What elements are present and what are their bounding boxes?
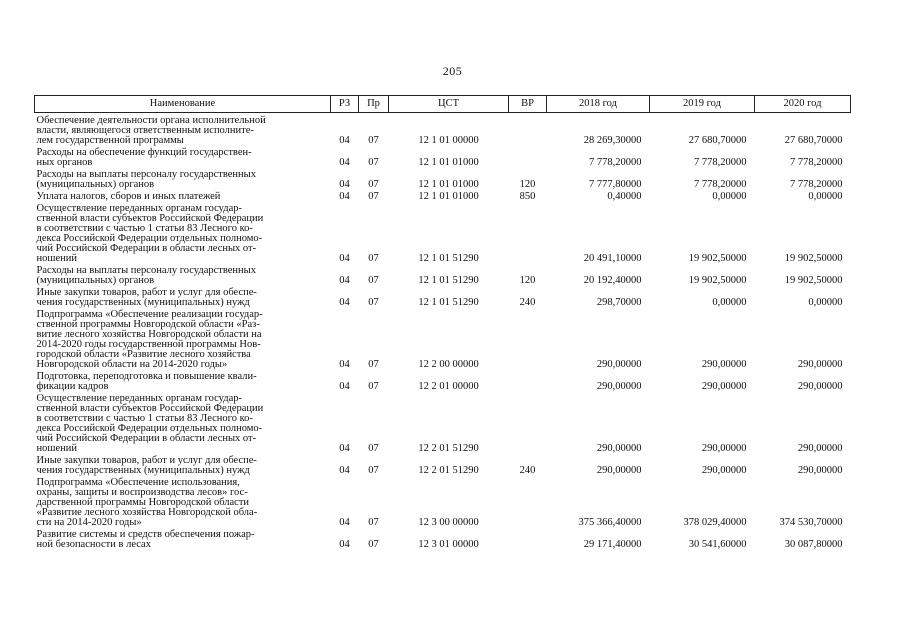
table-row [35,478,851,530]
table-row [35,372,851,394]
row-name-line: ных органов [36,157,93,168]
row-2019: 290,00000 [701,443,747,454]
row-2018: 7 778,20000 [589,157,642,168]
row-2020: 290,00000 [797,443,843,454]
row-rz: 04 [339,179,350,190]
row-name-line: ственной программы Новгородской области «Раз- [36,319,260,330]
row-vr [509,113,547,149]
row-name [35,204,331,266]
row-vr: 240 [519,465,536,476]
table-row [35,170,851,192]
row-name-line: ношений [36,253,77,264]
header-cst: ЦСТ [389,96,509,113]
row-name [35,266,331,288]
row-name-line: чий Российской Федерации в области лесных от- [36,433,257,444]
row-cst: 12 3 00 00000 [418,517,479,528]
page-number: 205 [442,64,463,78]
row-2018: 20 491,10000 [583,253,642,264]
row-name-line: «Развитие лесного хозяйства Новгородской обла- [36,507,258,518]
row-name-line: Развитие системы и средств обеспечения пожар- [36,529,255,540]
row-rz: 04 [339,539,350,550]
row-cst: 12 2 00 00000 [418,359,479,370]
row-name-line: (муниципальных) органов [36,179,155,190]
row-name [35,394,331,456]
row-2020: 27 680,70000 [784,135,843,146]
row-vr: 120 [519,275,536,286]
row-pr: 07 [368,253,379,264]
row-2019: 0,00000 [712,191,747,202]
row-2018: 28 269,30000 [583,135,642,146]
row-name [35,288,331,310]
row-pr: 07 [368,179,379,190]
row-name-line: чения государственных (муниципальных) нужд [36,297,250,308]
row-cst: 12 1 01 51290 [418,297,479,308]
row-name [35,310,331,372]
row-name [35,372,331,394]
row-name-line: фикации кадров [36,381,109,392]
row-name-line: Обеспечение деятельности органа исполнительной [36,115,266,126]
row-vr [509,530,547,552]
row-name-line: Подготовка, переподготовка и повышение квали- [36,371,257,382]
row-2019: 19 902,50000 [688,275,747,286]
row-pr: 07 [368,381,379,392]
header-rz: РЗ [331,96,359,113]
row-name-line: городской области «Развитие лесного хозяйства [36,349,251,360]
header-2018: 2018 год [547,96,650,113]
row-rz: 04 [339,253,350,264]
row-name [35,148,331,170]
row-name-line: ношений [36,443,77,454]
header-pr: Пр [359,96,389,113]
table-row [35,148,851,170]
row-cst: 12 1 01 01000 [418,157,479,168]
row-name-line: власти, являющегося ответственным исполните- [36,125,254,136]
row-2018: 20 192,40000 [583,275,642,286]
table-row [35,394,851,456]
row-rz: 04 [339,275,350,286]
row-vr [509,204,547,266]
row-pr: 07 [368,517,379,528]
row-2020: 290,00000 [797,381,843,392]
row-pr: 07 [368,359,379,370]
row-2020: 0,00000 [808,297,843,308]
row-cst: 12 1 01 00000 [418,135,479,146]
row-pr: 07 [368,297,379,308]
row-pr: 07 [368,135,379,146]
row-rz: 04 [339,381,350,392]
row-2019: 27 680,70000 [688,135,747,146]
row-name-line: в соответствии с частью 1 статьи 83 Лесного ко- [36,223,253,234]
row-name-line: Осуществление переданных органам государ- [36,393,243,404]
row-name-line: Иные закупки товаров, работ и услуг для обеспе- [36,455,257,466]
row-cst: 12 2 01 51290 [418,443,479,454]
row-2018: 29 171,40000 [583,539,642,550]
row-cst: 12 1 01 51290 [418,253,479,264]
row-cst: 12 1 01 01000 [418,179,479,190]
row-name-line: (муниципальных) органов [36,275,155,286]
row-pr: 07 [368,465,379,476]
row-name-line: сти на 2014-2020 годы» [36,517,142,528]
row-2018: 298,70000 [596,297,642,308]
header-2019: 2019 год [650,96,755,113]
row-2019: 19 902,50000 [688,253,747,264]
row-2020: 19 902,50000 [784,253,843,264]
row-pr: 07 [368,539,379,550]
row-rz: 04 [339,297,350,308]
row-vr: 120 [519,179,536,190]
row-name-line: Подпрограмма «Обеспечение реализации государ- [36,309,263,320]
row-2018: 7 777,80000 [589,179,642,190]
row-name-line: чий Российской Федерации в области лесных от- [36,243,257,254]
table-row [35,530,851,552]
row-pr: 07 [368,443,379,454]
row-name-line: Подпрограмма «Обеспечение использования, [36,477,240,488]
row-2018: 290,00000 [596,381,642,392]
row-rz: 04 [339,465,350,476]
row-2020: 0,00000 [808,191,843,202]
row-2020: 374 530,70000 [779,517,843,528]
table-row [35,204,851,266]
row-2018: 290,00000 [596,465,642,476]
row-2019: 290,00000 [701,359,747,370]
table-row [35,288,851,310]
row-vr [509,148,547,170]
row-2020: 7 778,20000 [790,179,843,190]
row-name-line: Новгородской области на 2014-2020 годы» [36,359,228,370]
table-body [35,113,851,553]
table-row [35,266,851,288]
row-cst: 12 3 01 00000 [418,539,479,550]
row-name-line: дарственной программы Новгородской области [36,497,250,508]
row-2018: 375 366,40000 [578,517,642,528]
row-name-line: ной безопасности в лесах [36,539,151,550]
row-cst: 12 2 01 51290 [418,465,479,476]
header-2020: 2020 год [755,96,851,113]
row-rz: 04 [339,135,350,146]
row-2018: 0,40000 [607,191,642,202]
row-name [35,530,331,552]
row-vr: 240 [519,297,536,308]
budget-table [34,95,851,552]
row-rz: 04 [339,443,350,454]
row-2020: 19 902,50000 [784,275,843,286]
row-name-line: витие лесного хозяйства Новгородской области на [36,329,262,340]
row-vr [509,394,547,456]
row-2019: 7 778,20000 [694,179,747,190]
row-2020: 290,00000 [797,359,843,370]
row-name-line: лем государственной программы [36,135,184,146]
table-row [35,113,851,149]
row-2020: 30 087,80000 [784,539,843,550]
row-vr [509,372,547,394]
row-name-line: декса Российской Федерации отдельных полномо- [36,423,263,434]
row-cst: 12 2 01 00000 [418,381,479,392]
row-name [35,478,331,530]
row-name-line: Расходы на выплаты персоналу государственных [36,265,256,276]
table-row [35,456,851,478]
row-vr: 850 [519,191,536,202]
row-name [35,456,331,478]
row-name-line: ственной власти субъектов Российской Федерации [36,403,264,414]
row-2019: 30 541,60000 [688,539,747,550]
row-name-line: чения государственных (муниципальных) нужд [36,465,250,476]
row-name-line: декса Российской Федерации отдельных полномо- [36,233,263,244]
row-cst: 12 1 01 01000 [418,191,479,202]
row-2019: 290,00000 [701,465,747,476]
row-name-line: охраны, защиты и воспроизводства лесов» гос- [36,487,248,498]
row-name-line: Расходы на выплаты персоналу государственных [36,169,256,180]
row-2018: 290,00000 [596,443,642,454]
row-pr: 07 [368,191,379,202]
row-2019: 0,00000 [712,297,747,308]
row-rz: 04 [339,157,350,168]
row-name-line: Расходы на обеспечение функций государствен- [36,147,252,158]
row-name-line: Осуществление переданных органам государ- [36,203,243,214]
header-name: Наименование [35,96,331,113]
row-name-line: в соответствии с частью 1 статьи 83 Лесного ко- [36,413,253,424]
row-pr: 07 [368,275,379,286]
row-vr [509,478,547,530]
row-2019: 7 778,20000 [694,157,747,168]
row-vr [509,310,547,372]
row-rz: 04 [339,359,350,370]
row-cst: 12 1 01 51290 [418,275,479,286]
row-2020: 7 778,20000 [790,157,843,168]
row-pr: 07 [368,157,379,168]
row-name-line: 2014-2020 годы государственной программы Нов- [36,339,261,350]
row-rz: 04 [339,517,350,528]
header-vr: ВР [509,96,547,113]
row-name-line: Уплата налогов, сборов и иных платежей [36,191,221,202]
row-rz: 04 [339,191,350,202]
row-name [35,113,331,149]
row-name [35,170,331,192]
row-2019: 290,00000 [701,381,747,392]
row-name-line: ственной власти субъектов Российской Федерации [36,213,264,224]
table-row [35,310,851,372]
row-2019: 378 029,40000 [683,517,747,528]
row-name-line: Иные закупки товаров, работ и услуг для обеспе- [36,287,257,298]
row-2020: 290,00000 [797,465,843,476]
row-2018: 290,00000 [596,359,642,370]
table-header-row [35,96,851,113]
